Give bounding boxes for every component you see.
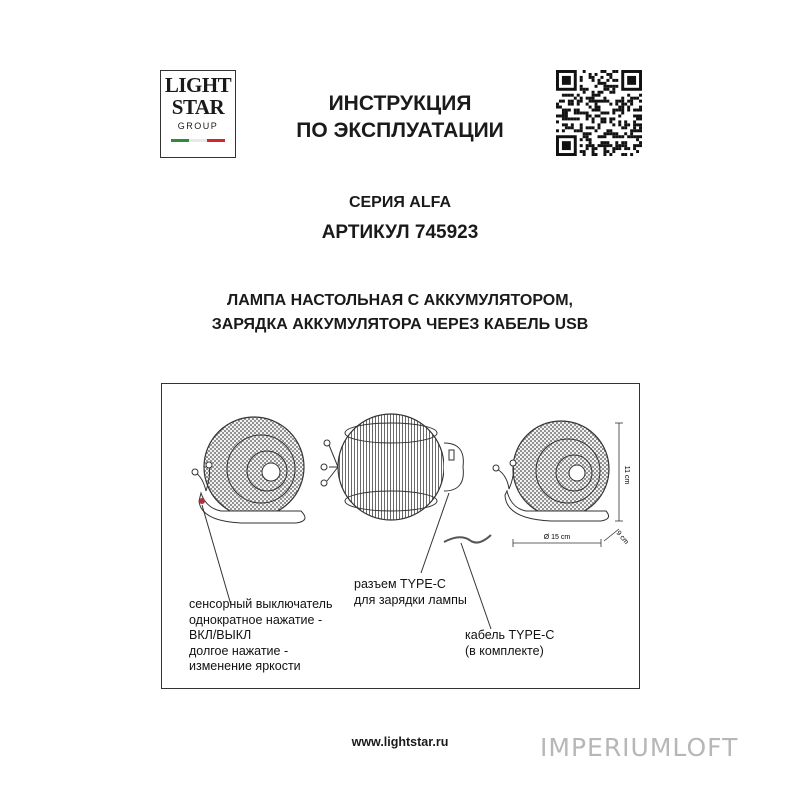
snail-lamp-side-view-left	[192, 417, 305, 605]
label-charging-port: разъем TYPE-C для зарядки лампы	[354, 577, 467, 607]
lightstar-logo	[160, 70, 236, 158]
logo-line-3: GROUP	[177, 121, 219, 131]
dimension-depth: 9 cm	[614, 529, 630, 546]
logo-line-2: STAR	[171, 95, 225, 119]
type-c-port-icon	[449, 450, 454, 460]
article-number: АРТИКУЛ 745923	[321, 222, 479, 243]
product-description	[0, 289, 800, 337]
italian-flag-icon	[171, 139, 225, 142]
document-title-line-2: ПО ЭКСПЛУАТАЦИИ	[296, 119, 504, 142]
dimension-diameter: Ø 15 cm	[543, 534, 571, 541]
description-line-2: ЗАРЯДКА АККУМУЛЯТОРА ЧЕРЕЗ КАБЕЛЬ USB	[211, 316, 589, 333]
logo-line-1: LIGHT	[164, 73, 232, 97]
dimension-height: 11 cm	[623, 465, 630, 485]
label-cable: кабель TYPE-C (в комплекте)	[465, 628, 555, 658]
qr-code-icon	[556, 70, 642, 156]
label-touch-switch: сенсорный выключатель однократное нажатие - ВКЛ/ВЫКЛ долгое нажатие - изменение яркости	[189, 597, 333, 673]
snail-lamp-front-view	[321, 414, 463, 573]
series-label: СЕРИЯ ALFA	[348, 194, 452, 211]
snail-lamp-dimensions-view	[493, 421, 623, 547]
document-title-line-1: ИНСТРУКЦИЯ	[328, 92, 472, 115]
website-link[interactable]: www.lightstar.ru	[351, 735, 449, 749]
imperiumloft-watermark: IMPERIUMLOFT	[540, 733, 739, 762]
touch-switch-icon	[199, 498, 205, 504]
description-line-1: ЛАМПА НАСТОЛЬНАЯ С АККУМУЛЯТОРОМ,	[226, 292, 573, 309]
